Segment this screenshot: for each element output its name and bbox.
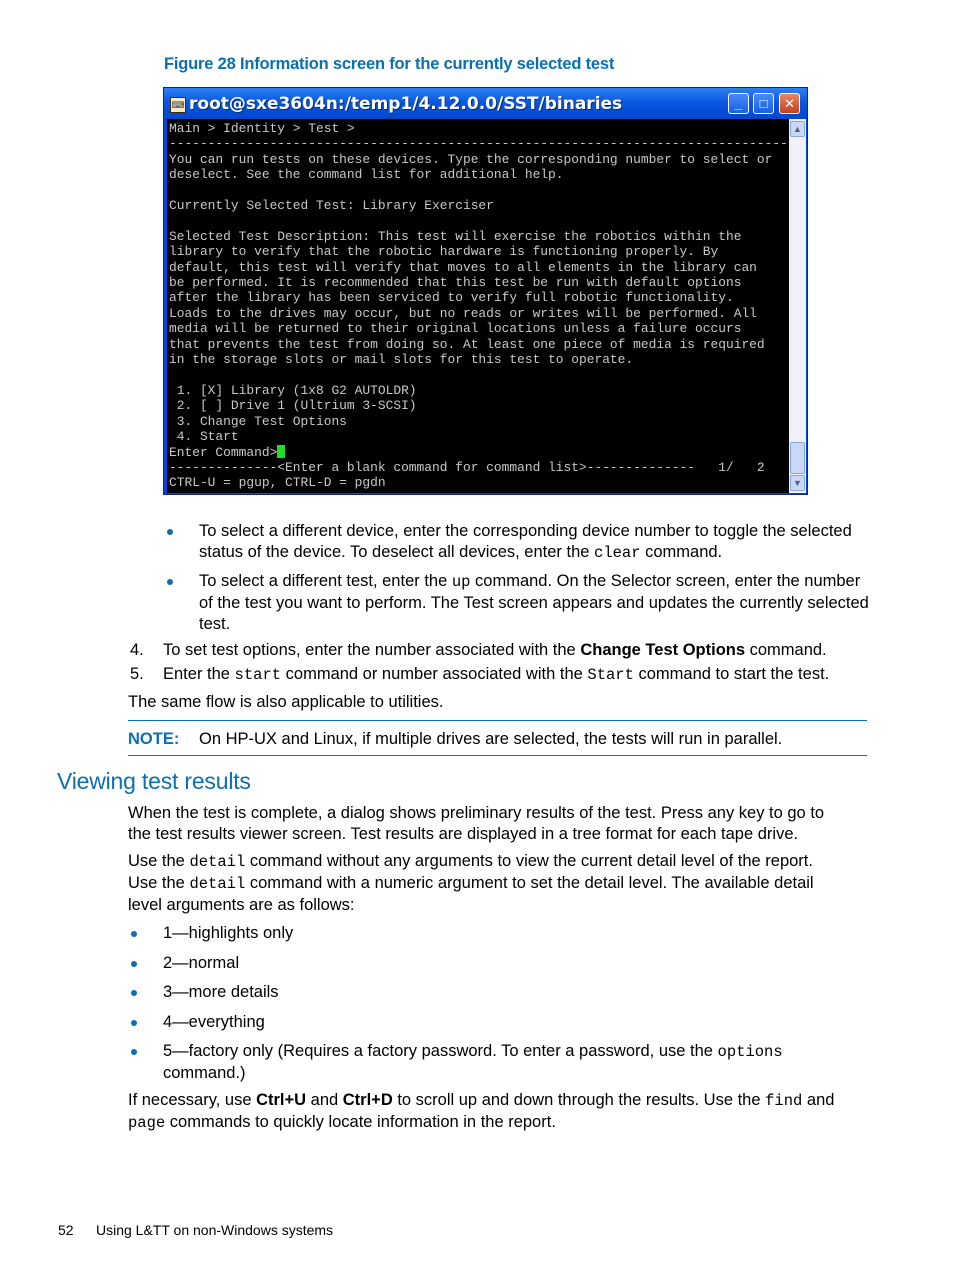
list-item: 1—highlights only (163, 924, 294, 942)
terminal-scrollbar[interactable] (789, 119, 806, 493)
scroll-down-arrow-icon[interactable]: ▼ (790, 475, 805, 491)
same-flow-text: The same flow is also applicable to utilities. (128, 693, 444, 711)
minimize-icon: _ (734, 96, 743, 111)
terminal-output: Main > Identity > Test > -------------------------------------------------------------------------------- You can run tests on these devices. Type the corresponding number to select or deselect. See the command list for additional help. Currently Selected Test: Library Exerciser Selected Test Description: This test will exercise the robotics within the library to verify that the robotic hardware is functioning properly. By default, this test will verify that moves to all elements in the library can be performed. It is recommended that this test be run with default options after the library has been serviced to verify full robotic functionality. Loads to the drives may occur, but no reads or writes will be performed. All media will be returned to their original locations unless a failure occurs that prevents the test from doing so. At least one piece of media is required in the storage slots or mail slots for this test to operate. 1. [X] Library (1x8 G2 AUTOLDR) 2. [ ] Drive 1 (Ultrium 3-SCSI) 3. Change Test Options 4. Start (169, 121, 788, 445)
list-item: 3—more details (163, 983, 279, 1001)
terminal-window (163, 87, 808, 495)
terminal-cursor (277, 445, 285, 458)
note-label: NOTE: (128, 730, 180, 748)
putty-terminal-icon: ⌨ (170, 97, 186, 113)
paragraph: Use the detail command without any arguments to view the current detail level of the report. Use the detail command with a numeric argument to set the detail level. The available detail level arguments are as follows: (128, 852, 814, 914)
note-top-rule (128, 720, 867, 721)
code-clear: clear (594, 544, 641, 562)
terminal-keys-line: CTRL-U = pgup, CTRL-D = pgdn (169, 475, 386, 491)
list-item: 5—factory only (Requires a factory password. To enter a password, use the options command.) (163, 1042, 783, 1082)
bullet-icon (131, 931, 137, 937)
figure-caption: Figure 28 Information screen for the currently selected test (164, 55, 615, 73)
scroll-up-arrow-icon[interactable]: ▲ (790, 121, 805, 137)
step-4: To set test options, enter the number associated with the Change Test Options command. (163, 641, 827, 659)
step-number: 4. (130, 641, 144, 659)
bullet-item: To select a different device, enter the corresponding device number to toggle the selected status of the device. To deselect all devices, enter the clear command. (199, 522, 852, 562)
bullet-icon (167, 529, 173, 535)
terminal-screen[interactable] (167, 119, 789, 493)
close-icon: ✕ (784, 96, 795, 111)
bullet-icon (131, 1049, 137, 1055)
note-text: On HP-UX and Linux, if multiple drives are selected, the tests will run in parallel. (199, 730, 783, 748)
close-button[interactable] (779, 93, 800, 114)
step-5: Enter the start command or number associated with the Start command to start the test. (163, 665, 830, 684)
step-number: 5. (130, 665, 144, 683)
note-bottom-rule (128, 755, 867, 756)
maximize-icon: □ (759, 96, 768, 111)
terminal-title: root@sxe3604n:/temp1/4.12.0.0/SST/binaries (189, 94, 623, 114)
bullet-icon (167, 579, 173, 585)
terminal-prompt: Enter Command> (169, 444, 278, 460)
bullet-icon (131, 961, 137, 967)
bullet-icon (131, 990, 137, 996)
section-heading: Viewing test results (57, 768, 251, 794)
list-item: 2—normal (163, 954, 240, 972)
bullet-icon (131, 1020, 137, 1026)
bullet-item: To select a different test, enter the up command. On the Selector screen, enter the number of the test you want to perform. The Test screen appears and updates the currently selected test. (199, 572, 869, 633)
paragraph: If necessary, use Ctrl+U and Ctrl+D to scroll up and down through the results. Use the find and page commands to quickly locate information in the report. (128, 1091, 835, 1132)
footer-text: Using L&TT on non-Windows systems (96, 1222, 334, 1238)
terminal-footer-line: --------------<Enter a blank command for command list>-------------- 1/ 2 (169, 459, 765, 475)
maximize-button[interactable] (753, 93, 774, 114)
code-up: up (451, 573, 471, 591)
list-item: 4—everything (163, 1013, 265, 1031)
terminal-titlebar (164, 88, 807, 119)
minimize-button[interactable] (728, 93, 749, 114)
page-number: 52 (58, 1222, 74, 1238)
paragraph: When the test is complete, a dialog shows preliminary results of the test. Press any key to go to the test results viewer screen. Test results are displayed in a tree format for each tape drive. (128, 804, 825, 843)
scroll-thumb[interactable] (790, 442, 805, 474)
